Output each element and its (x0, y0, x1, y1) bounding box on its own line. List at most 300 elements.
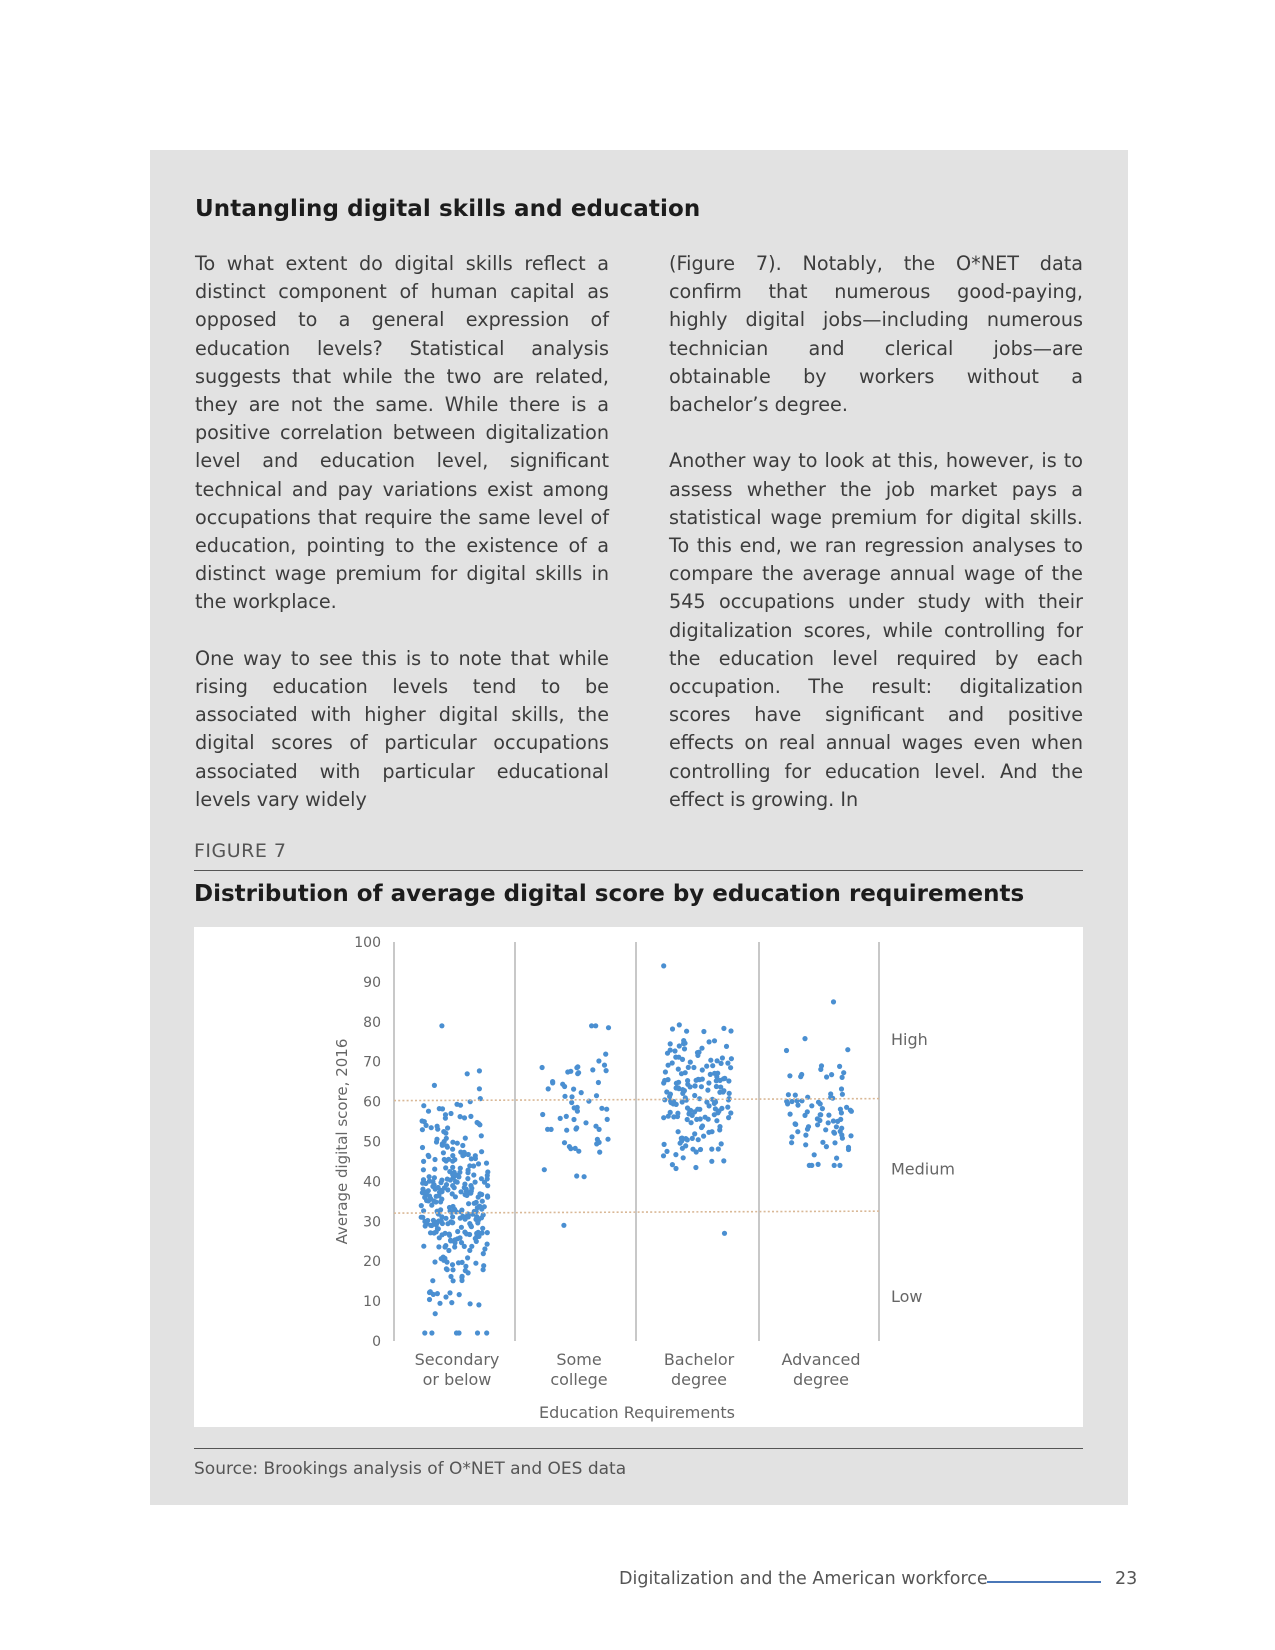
data-point (582, 1174, 587, 1179)
data-point (605, 1137, 610, 1142)
data-point (597, 1150, 602, 1155)
data-point (485, 1183, 490, 1188)
data-point (459, 1225, 464, 1230)
data-point (816, 1162, 821, 1167)
data-point (484, 1161, 489, 1166)
data-point (784, 1048, 789, 1053)
data-point (432, 1259, 437, 1264)
data-point (841, 1070, 846, 1075)
data-point (704, 1064, 709, 1069)
data-point (594, 1093, 599, 1098)
data-point (432, 1182, 437, 1187)
data-point (454, 1173, 459, 1178)
data-point (696, 1137, 701, 1142)
data-point (479, 1176, 484, 1181)
data-point (845, 1047, 850, 1052)
data-point (542, 1167, 547, 1172)
data-point (450, 1165, 455, 1170)
y-tick-label: 20 (363, 1254, 381, 1271)
data-point (829, 1072, 834, 1077)
data-point (485, 1176, 490, 1181)
data-point (473, 1180, 478, 1185)
data-point (484, 1330, 489, 1335)
data-point (465, 1176, 470, 1181)
band-label-low: Low (891, 1287, 923, 1307)
data-point (458, 1189, 463, 1194)
data-point (447, 1169, 452, 1174)
data-point (725, 1061, 730, 1066)
left-column (195, 250, 609, 842)
data-point (787, 1073, 792, 1078)
data-point (433, 1311, 438, 1316)
data-point (840, 1075, 845, 1080)
data-point (444, 1143, 449, 1148)
data-point (593, 1023, 598, 1028)
data-point (817, 1118, 822, 1123)
data-point (469, 1188, 474, 1193)
data-point (695, 1107, 700, 1112)
data-point (419, 1215, 424, 1220)
data-point (688, 1060, 693, 1065)
data-point (693, 1165, 698, 1170)
data-point (849, 1109, 854, 1114)
data-point (677, 1022, 682, 1027)
data-point (421, 1177, 426, 1182)
data-point (717, 1090, 722, 1095)
data-point (606, 1025, 611, 1030)
data-point (428, 1289, 433, 1294)
data-point (705, 1088, 710, 1093)
data-point (793, 1093, 798, 1098)
data-point (473, 1261, 478, 1266)
data-point (450, 1262, 455, 1267)
data-point (562, 1094, 567, 1099)
data-point (448, 1111, 453, 1116)
data-point (477, 1122, 482, 1127)
data-point (441, 1129, 446, 1134)
x-tick-label: college (550, 1370, 608, 1389)
data-point (692, 1131, 697, 1136)
data-point (839, 1132, 844, 1137)
data-point (675, 1111, 680, 1116)
data-point (795, 1129, 800, 1134)
data-point (571, 1087, 576, 1092)
data-point (824, 1074, 829, 1079)
data-point (708, 1058, 713, 1063)
data-point (436, 1218, 441, 1223)
data-point (459, 1275, 464, 1280)
data-point (714, 1084, 719, 1089)
data-point (482, 1246, 487, 1251)
data-point (834, 1156, 839, 1161)
data-point (460, 1153, 465, 1158)
data-point (440, 1232, 445, 1237)
data-point (674, 1081, 679, 1086)
x-tick-label: degree (792, 1370, 850, 1389)
data-point (466, 1201, 471, 1206)
data-point (722, 1231, 727, 1236)
x-tick-label: Some (556, 1350, 602, 1369)
data-point (826, 1113, 831, 1118)
data-point (468, 1114, 473, 1119)
data-point (710, 1063, 715, 1068)
data-point (604, 1107, 609, 1112)
data-point (714, 1118, 719, 1123)
data-point (665, 1051, 670, 1056)
data-point (426, 1154, 431, 1159)
data-point (699, 1084, 704, 1089)
data-point (562, 1140, 567, 1145)
data-point (431, 1198, 436, 1203)
data-point (437, 1301, 442, 1306)
data-point (450, 1183, 455, 1188)
data-point (728, 1110, 733, 1115)
data-point (803, 1142, 808, 1147)
data-point (700, 1067, 705, 1072)
data-point (463, 1268, 468, 1273)
data-point (460, 1260, 465, 1265)
data-point (443, 1216, 448, 1221)
data-point (558, 1116, 563, 1121)
data-point (432, 1157, 437, 1162)
data-point (567, 1144, 572, 1149)
data-point (427, 1297, 432, 1302)
data-point (604, 1068, 609, 1073)
data-point (706, 1080, 711, 1085)
data-point (676, 1129, 681, 1134)
data-point (664, 1149, 669, 1154)
data-point (831, 999, 836, 1004)
paragraph: Another way to look at this, however, is to assess whether the job market pays a statistical wage premium for digital skills. To this end, we ran regression analyses to compare the average annual wage of the 545 occupations under study with their digitalization scores, while controlling for the education level required by each occupation. The result: digitalization scores have significant and positive effects on real annual wages even when controlling for education level. And the effect is growing. In (669, 449, 1083, 811)
data-point (692, 1083, 697, 1088)
data-point (450, 1140, 455, 1145)
data-point (721, 1158, 726, 1163)
data-point (820, 1106, 825, 1111)
data-point (685, 1105, 690, 1110)
data-point (564, 1128, 569, 1133)
data-point (450, 1153, 455, 1158)
data-point (831, 1118, 836, 1123)
right-column (669, 250, 1083, 842)
data-point (694, 1149, 699, 1154)
data-point (442, 1244, 447, 1249)
data-point (691, 1065, 696, 1070)
data-point (429, 1223, 434, 1228)
data-point (788, 1112, 793, 1117)
data-point (832, 1163, 837, 1168)
data-point (455, 1180, 460, 1185)
page-number: 23 (1115, 1569, 1138, 1589)
data-point (421, 1244, 426, 1249)
data-point (429, 1125, 434, 1130)
data-point (482, 1204, 487, 1209)
data-point (812, 1152, 817, 1157)
data-point (831, 1130, 836, 1135)
data-point (838, 1107, 843, 1112)
data-point (713, 1100, 718, 1105)
data-point (471, 1163, 476, 1168)
data-point (698, 1116, 703, 1121)
data-point (726, 1115, 731, 1120)
data-point (480, 1199, 485, 1204)
data-point (838, 1117, 843, 1122)
data-point (436, 1244, 441, 1249)
data-point (605, 1117, 610, 1122)
data-point (454, 1330, 459, 1335)
data-point (437, 1106, 442, 1111)
data-point (439, 1178, 444, 1183)
data-point (450, 1191, 455, 1196)
data-point (576, 1149, 581, 1154)
data-point (684, 1029, 689, 1034)
data-point (571, 1117, 576, 1122)
data-point (422, 1330, 427, 1335)
data-point (676, 1067, 681, 1072)
data-point (727, 1091, 732, 1096)
data-point (668, 1092, 673, 1097)
data-point (572, 1105, 577, 1110)
data-point (802, 1036, 807, 1041)
data-point (426, 1109, 431, 1114)
data-point (425, 1218, 430, 1223)
data-point (540, 1112, 545, 1117)
data-point (574, 1173, 579, 1178)
data-point (420, 1145, 425, 1150)
band-label-medium: Medium (891, 1159, 955, 1179)
data-point (442, 1139, 447, 1144)
paragraph: One way to see this is to note that while rising education levels tend to be associated with higher digital skills, the digital scores of particular occupations associated with particular educational levels vary widely (195, 646, 609, 811)
data-point (465, 1255, 470, 1260)
data-point (561, 1223, 566, 1228)
data-point (545, 1127, 550, 1132)
data-point (848, 1133, 853, 1138)
data-point (468, 1301, 473, 1306)
data-point (668, 1041, 673, 1046)
data-point (444, 1182, 449, 1187)
data-point (445, 1187, 450, 1192)
data-point (457, 1292, 462, 1297)
data-point (824, 1144, 829, 1149)
data-point (686, 1065, 691, 1070)
data-point (438, 1199, 443, 1204)
data-point (717, 1127, 722, 1132)
data-point (689, 1120, 694, 1125)
y-tick-label: 0 (372, 1334, 381, 1350)
footer-rule (987, 1581, 1101, 1583)
data-point (569, 1094, 574, 1099)
paragraph: To what extent do digital skills reflect a distinct component of human capital as opposed to a general expression of education levels? Statistical analysis suggests that while the two are related, they are not the same. While there is a positive correlation between digitalization level and education level, significant technical and pay variations exist among occupations that require the same level of education, pointing to the existence of a distinct wage premium for digital skills in the workplace. (195, 252, 609, 614)
data-point (540, 1065, 545, 1070)
data-point (428, 1230, 433, 1235)
chart-area (194, 927, 1083, 1427)
data-point (673, 1152, 678, 1157)
data-point (485, 1242, 490, 1247)
data-point (432, 1167, 437, 1172)
data-point (706, 1117, 711, 1122)
data-point (678, 1141, 683, 1146)
data-point (465, 1170, 470, 1175)
data-point (661, 963, 666, 968)
data-point (837, 1064, 842, 1069)
data-point (421, 1103, 426, 1108)
data-point (701, 1029, 706, 1034)
data-point (677, 1043, 682, 1048)
data-point (419, 1203, 424, 1208)
y-axis-label: Average digital score, 2016 (333, 1038, 351, 1245)
data-point (685, 1078, 690, 1083)
data-point (707, 1039, 712, 1044)
data-point (681, 1038, 686, 1043)
data-point (663, 1069, 668, 1074)
data-point (709, 1129, 714, 1134)
paragraph: (Figure 7). Notably, the O*NET data confirm that numerous good-paying, highly digital jobs—including numerous technician and clerical jobs—are obtainable by workers without a bachelor’s degree. (669, 252, 1083, 417)
data-point (602, 1063, 607, 1068)
sidebar-heading: Untangling digital skills and education (195, 196, 701, 222)
data-point (670, 1026, 675, 1031)
data-point (679, 1136, 684, 1141)
data-point (473, 1156, 478, 1161)
data-point (826, 1120, 831, 1125)
data-point (474, 1239, 479, 1244)
data-point (442, 1157, 447, 1162)
data-point (420, 1190, 425, 1195)
data-point (729, 1056, 734, 1061)
y-tick-label: 10 (363, 1294, 381, 1311)
data-point (603, 1052, 608, 1057)
data-point (719, 1141, 724, 1146)
x-axis-label: Education Requirements (539, 1403, 735, 1422)
y-tick-label: 70 (363, 1054, 381, 1071)
data-point (590, 1067, 595, 1072)
data-point (455, 1229, 460, 1234)
data-point (424, 1123, 429, 1128)
data-point (795, 1103, 800, 1108)
data-point (463, 1136, 468, 1141)
data-point (455, 1141, 460, 1146)
data-point (481, 1267, 486, 1272)
data-point (429, 1330, 434, 1335)
data-point (724, 1044, 729, 1049)
x-tick-label: Bachelor (663, 1350, 735, 1369)
data-point (575, 1064, 580, 1069)
data-point (565, 1069, 570, 1074)
data-point (443, 1294, 448, 1299)
footer-title: Digitalization and the American workforce (619, 1569, 988, 1589)
data-point (475, 1330, 480, 1335)
data-point (661, 1080, 666, 1085)
data-point (546, 1086, 551, 1091)
data-point (786, 1092, 791, 1097)
data-point (457, 1235, 462, 1240)
data-point (479, 1149, 484, 1154)
data-point (569, 1100, 574, 1105)
data-point (694, 1078, 699, 1083)
data-point (458, 1114, 463, 1119)
data-point (459, 1240, 464, 1245)
data-point (477, 1068, 482, 1073)
data-point (844, 1105, 849, 1110)
data-point (466, 1152, 471, 1157)
data-point (481, 1251, 486, 1256)
data-point (464, 1188, 469, 1193)
data-point (661, 1115, 666, 1120)
data-point (463, 1217, 468, 1222)
data-point (695, 1053, 700, 1058)
data-point (448, 1238, 453, 1243)
data-point (462, 1115, 467, 1120)
data-point (459, 1208, 464, 1213)
data-point (728, 1028, 733, 1033)
data-point (448, 1274, 453, 1279)
data-point (430, 1278, 435, 1283)
data-point (699, 1125, 704, 1130)
data-point (450, 1159, 455, 1164)
data-point (700, 1077, 705, 1082)
data-point (420, 1127, 425, 1132)
data-point (596, 1080, 601, 1085)
data-point (596, 1058, 601, 1063)
data-point (692, 1093, 697, 1098)
data-point (574, 1125, 579, 1130)
data-point (452, 1207, 457, 1212)
data-point (447, 1290, 452, 1295)
figure-title: Distribution of average digital score by education requirements (194, 881, 1025, 907)
data-point (424, 1189, 429, 1194)
data-point (709, 1159, 714, 1164)
data-point (450, 1267, 455, 1272)
data-point (709, 1147, 714, 1152)
data-point (560, 1082, 565, 1087)
data-point (661, 1153, 666, 1158)
data-point (839, 1086, 844, 1091)
data-point (421, 1167, 426, 1172)
data-point (465, 1071, 470, 1076)
data-point (476, 1234, 481, 1239)
data-point (450, 1214, 455, 1219)
data-point (679, 1071, 684, 1076)
data-point (715, 1110, 720, 1115)
data-point (583, 1120, 588, 1125)
data-point (447, 1233, 452, 1238)
x-tick-label: Secondary (414, 1350, 500, 1369)
data-point (701, 1134, 706, 1139)
data-point (467, 1221, 472, 1226)
x-tick-label: Advanced (781, 1350, 861, 1369)
data-point (725, 1105, 730, 1110)
data-point (579, 1090, 584, 1095)
data-point (805, 1127, 810, 1132)
data-point (846, 1145, 851, 1150)
y-tick-label: 30 (363, 1214, 381, 1231)
data-point (475, 1220, 480, 1225)
data-point (462, 1182, 467, 1187)
data-point (597, 1127, 602, 1132)
data-point (682, 1046, 687, 1051)
data-point (712, 1071, 717, 1076)
data-point (476, 1195, 481, 1200)
data-point (434, 1137, 439, 1142)
figure-source: Source: Brookings analysis of O*NET and OES data (194, 1459, 627, 1479)
data-point (474, 1200, 479, 1205)
data-point (450, 1147, 455, 1152)
y-tick-label: 40 (363, 1174, 381, 1191)
data-point (445, 1125, 450, 1130)
data-point (686, 1111, 691, 1116)
data-point (681, 1155, 686, 1160)
figure-bottom-rule (194, 1448, 1083, 1449)
data-point (704, 1100, 709, 1105)
data-point (834, 1124, 839, 1129)
